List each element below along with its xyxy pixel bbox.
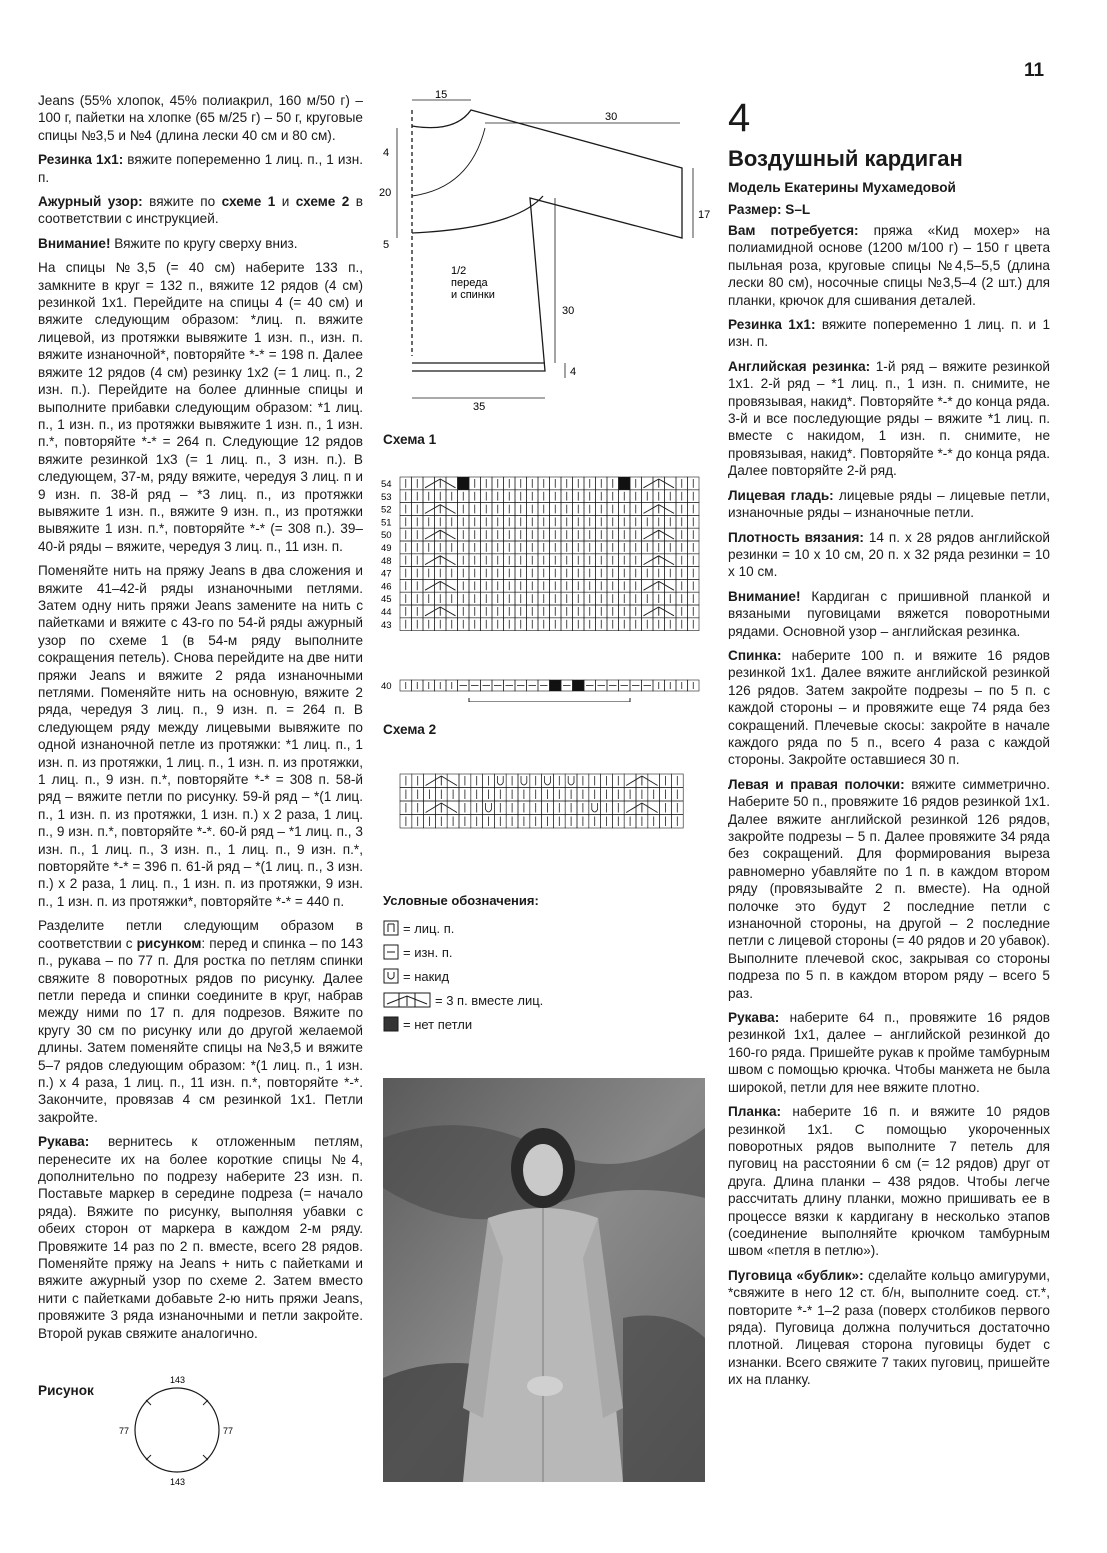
dim-label: 5: [383, 239, 390, 251]
k3tog-mark: [425, 479, 456, 488]
lace-text-b: и: [275, 194, 296, 210]
attention-text-right: Кардиган с пришивной планкой и вязаными пуговицами вяжется поворотными рядами. Основной узор – английская резинка.: [728, 588, 1050, 639]
dim-label: 4: [570, 366, 577, 378]
row-number-label: 48: [381, 555, 392, 567]
k3tog-mark: [426, 803, 457, 813]
purl-symbol-icon: [383, 944, 399, 960]
photo-illustration: [383, 1078, 705, 1482]
rib-stitch-text: вяжите попеременно 1 лиц. п., 1 изн. п.: [38, 152, 363, 185]
attention-heading-right: Внимание!: [728, 588, 801, 604]
tick-mark: [203, 1455, 208, 1460]
chart-cell: [573, 680, 585, 691]
legend-title: Условные обозначения:: [383, 893, 539, 908]
division-paragraph: [38, 917, 363, 1126]
lace-scheme1-ref: схеме 1: [221, 194, 276, 210]
left-column: [38, 92, 363, 1349]
chart-cell: [589, 801, 601, 815]
chart-cell: [458, 477, 470, 490]
band-text: наберите 16 п. и вяжите 10 рядов резинкой 1х1. С помощью укороченных поворотных рядов выполните 7 петель для пуговиц на расстоянии 6 см (= 12 рядов) друг от друга. Длина планки – 438 рядов. Чтобы легче рассчитать длину планки, можно пришивать ее в процессе вязки к кардигану в несколько этапов (соединение выполняйте крючком тамбурным швом «петля в петлю»).: [728, 1104, 1050, 1259]
band-heading: Планка:: [728, 1104, 782, 1120]
figure-label: Рисунок: [38, 1383, 94, 1398]
english-rib-heading: Английская резинка:: [728, 358, 871, 374]
attention-paragraph-right: [728, 588, 1050, 640]
attention-text: Вяжите по кругу сверху вниз.: [110, 235, 298, 251]
attention-paragraph: [38, 235, 363, 252]
raglan-line-2: [412, 128, 485, 196]
lace-pattern-heading: Ажурный узор:: [38, 194, 143, 210]
back-paragraph: [728, 647, 1050, 769]
dim-label: 30: [605, 111, 618, 123]
rib-heading: Резинка 1х1:: [728, 317, 816, 333]
materials-text: Jeans (55% хлопок, 45% полиакрил, 160 м/50 г) – 100 г, пайетки на хлопке (65 м/25 г) – 50 г, круговые спицы №3,5 и №4 (длина лески 40 см и 80 см).: [38, 93, 363, 143]
k3tog-mark: [644, 505, 675, 514]
schematic-label-line: и спинки: [451, 289, 495, 301]
rib-stitch-paragraph: [38, 151, 363, 186]
english-rib-paragraph: [728, 358, 1050, 480]
raglan-line: [412, 196, 543, 233]
back-heading: Спинка:: [728, 647, 782, 663]
pattern-number: 4: [728, 96, 751, 140]
yarnover-mark: [568, 776, 574, 785]
division-text-b: : перед и спинка – по 143 п., рукава – по 77 п. Для ростка по петлям спинки свяжите 8 поворотных рядов по рисунку. Далее петли переда и спинки соедините в круг, набрав между ними по 17 п. для подрезов. Вяжите по кругу 30 см по рисунку или до другой желаемой длины. Затем поменяйте спицы на №3,5 и вяжите 5–7 рядов следующим образом: *(1 лиц. п., 1 изн. п.) х 4 раза, 1 лиц. п., 11 изн. п.*, повторяйте *-*. Закончите, провязав 4 см резинкой 1х1. Петли закройте.: [38, 935, 363, 1125]
k3tog-mark: [426, 776, 457, 786]
row-number-label: 54: [381, 479, 392, 490]
fronts-text: вяжите симметрично. Наберите 50 п., провяжите 16 рядов резинкой 1х1. Далее вяжите английской резинкой 126 рядов, закройте подрезы – 5 п. Далее провяжите 34 ряда без сокращений. Для формирования выреза равномерно убавляйте по 1 п. в каждом втором ряду (провязывайте 2 п. вместе). На одной полочке это будут 2 последние петли с изнаночной стороны, на другой – 2 последние петли с лицевой стороны (= 40 рядов и 20 убавок). Выполните плечевой скос, закрывая со стороны подреза по 5 п. в каждом втором ряду – всего 5 раз.: [728, 776, 1050, 1001]
circle-outline: [135, 1388, 219, 1472]
k3tog-mark: [425, 581, 456, 590]
row-number-label: 47: [381, 568, 392, 580]
knitting-chart-2: [398, 772, 693, 834]
legend-text: = изн. п.: [403, 944, 453, 960]
legend-text: = нет петли: [403, 1016, 473, 1032]
sleeves-paragraph-right: [728, 1009, 1050, 1096]
row-number-label: 44: [381, 607, 392, 618]
chart-cell: [550, 680, 562, 691]
back-text: наберите 100 п. и вяжите 16 рядов резинкой 1х1. Далее вяжите английской резинкой 126 рядов. Затем закройте подрезы – по 5 п. с каждой стороны – и провяжите еще 74 ряда без сокращений. Плечевые скосы: закройте в начале каждого ряда по 5 п., всего 4 раза с каждой стороны. Закройте оставшиеся 30 п.: [728, 647, 1050, 768]
gauge-heading: Плотность вязания:: [728, 529, 864, 545]
lace-text-a: вяжите по: [142, 194, 222, 210]
dim-label: 4: [383, 147, 390, 159]
chart-cell: [483, 801, 495, 815]
legend-item-nostitch: [383, 1012, 683, 1036]
k3tog-mark: [644, 607, 675, 616]
k3tog-symbol-icon: [383, 992, 431, 1008]
dim-label: 20: [379, 187, 392, 199]
band-paragraph: [728, 1103, 1050, 1260]
sleeves-paragraph: [38, 1133, 363, 1342]
lace-scheme2-ref: схеме 2: [295, 194, 350, 210]
row-number-label: 50: [381, 530, 392, 542]
chart-cell: [494, 774, 506, 788]
legend-text: = лиц. п.: [403, 920, 455, 936]
k3tog-mark: [644, 530, 675, 539]
sleeves-heading: Рукава:: [38, 1134, 90, 1150]
materials-paragraph: [728, 222, 1050, 309]
row-number-label: 46: [381, 581, 392, 593]
fronts-paragraph: [728, 776, 1050, 1002]
dim-label: 35: [473, 401, 486, 413]
k3tog-mark: [425, 505, 456, 514]
fronts-heading: Левая и правая полочки:: [728, 776, 905, 792]
page-number: 11: [1024, 60, 1045, 81]
yoke-instructions: На спицы №3,5 (= 40 см) наберите 133 п., замкните в круг = 132 п., вяжите 12 рядов (4 см) резинкой 1х1. Перейдите на спицы 4 (= 40 см) и вяжите следующим образом: *лиц. п. вяжите лицевой, из протяжки вывяжите 1 изн. п., изн. п. вяжите изнаночной*, повторяйте *-* = 198 п. Далее вяжите 12 рядов (4 см) резинку 1х2 (= 1 лиц. п., 2 изн. п.). Перейдите на более длинные спицы и выполните прибавки следующим образом: *1 лиц. п., 1 изн. п., из протяжки вывяжите 1 изн. п., 1 изн. п.*, повторяйте *-* = 264 п. Следующие 12 рядов вяжите резинкой 1х3 (= 1 лиц. п., 3 изн. п.). В следующем, 37-м, ряду вяжите, чередуя 3 лиц. п и 9 изн. п. 38-й ряд – *3 лиц. п., из протяжки вывяжите 1 изн. п., вяжите 9 изн. п., из протяжки вывяжите 1 изн. п.*, повторяйте *-* (= 308 п.). 39–40-й ряды – вяжите, чередуя 3 лиц. п., 11 изн. п.: [38, 260, 363, 554]
chart-cell: [542, 774, 554, 788]
model-credit: Модель Екатерины Мухамедовой: [728, 180, 956, 195]
rib-text: вяжите попеременно 1 лиц. п. и 1 изн. п.: [728, 317, 1050, 350]
tick-mark: [146, 1455, 151, 1460]
yarnover-mark: [521, 776, 527, 785]
sleeves-text-right: наберите 64 п., провяжите 16 рядов резинкой 1х1, далее – английской резинкой до 160-го ряда. Пришейте рукав к пройме тамбурным швом с помощью крючка. Чтобы манжета не была широкой, петли для нее вяжите плотно.: [728, 1010, 1050, 1095]
yarnover-mark: [486, 803, 492, 812]
division-text-a: Разделите петли следующим образом в соответствии с: [38, 918, 363, 951]
pattern-title: Воздушный кардиган: [728, 146, 963, 171]
button-paragraph: [728, 1267, 1050, 1389]
yarnover-mark: [592, 803, 598, 812]
attention-heading: Внимание!: [38, 235, 111, 251]
schematic-label-line: переда: [451, 277, 488, 289]
row-number-label: 40: [381, 681, 392, 692]
chart1-title: Схема 1: [383, 432, 437, 447]
materials-heading: Вам потребуется:: [728, 223, 859, 238]
legend: [383, 893, 683, 1036]
circle-label-left: 77: [119, 1426, 130, 1436]
circle-label-bottom: 143: [170, 1477, 186, 1487]
repeat-bracket: [469, 698, 630, 702]
legend-text: = накид: [403, 968, 450, 984]
knitting-chart-1: [380, 472, 710, 702]
legend-item-knit: [383, 916, 683, 940]
stockinette-text: лицевые ряды – лицевые петли, изнаночные ряды – изнаночные петли.: [728, 487, 1050, 521]
circle-label-top: 143: [170, 1375, 186, 1385]
chart-cell: [619, 477, 631, 490]
rib-paragraph: [728, 316, 1050, 351]
k3tog-mark: [425, 530, 456, 539]
lace-text-c: в соответствии с инструкцией.: [38, 194, 364, 227]
no-stitch-symbol-icon: [383, 1016, 399, 1032]
row-number-label: 51: [381, 517, 392, 529]
tick-mark: [203, 1400, 208, 1405]
gauge-text: 14 п. х 28 рядов английской резинки = 10 х 10 см, 20 п. х 32 ряда резинки = 10 х 10 см.: [728, 529, 1050, 580]
lace-pattern-paragraph: [38, 193, 363, 228]
english-rib-text: 1-й ряд – вяжите резинкой 1х1. 2-й ряд – *1 лиц. п., 1 изн. п. снимите, не провязывая, накид*. Повторяйте *-* до конца ряда. 3-й и все последующие ряды – вяжите *1 лиц. п. вместе с накидом, 1 изн. п. снимите, не провязывая, накид*. Повторяйте *-* до конца ряда. Далее повторяйте 2-й ряд.: [728, 358, 1050, 479]
garment-schematic: [375, 88, 715, 418]
row-number-label: 53: [381, 491, 392, 503]
legend-item-purl: [383, 940, 683, 964]
legend-item-k3tog: [383, 988, 683, 1012]
gauge-paragraph: [728, 529, 1050, 581]
yarnover-mark: [545, 776, 551, 785]
dim-label: 17: [698, 209, 711, 221]
legend-text: = 3 п. вместе лиц.: [435, 992, 544, 1008]
row-number-label: 49: [381, 543, 392, 554]
k3tog-mark: [644, 556, 675, 565]
garment-outline: [412, 110, 682, 371]
stockinette-heading: Лицевая гладь:: [728, 487, 834, 503]
knit-symbol-icon: [383, 920, 399, 936]
k3tog-mark: [644, 581, 675, 590]
row-number-label: 43: [381, 619, 392, 631]
chart2-title: Схема 2: [383, 722, 437, 737]
sleeves-heading-right: Рукава:: [728, 1010, 780, 1026]
chart-cell: [518, 774, 530, 788]
k3tog-mark: [425, 607, 456, 616]
yarnover-mark: [497, 776, 503, 785]
dim-label: 30: [562, 305, 575, 317]
figure-ref: рисунком: [136, 935, 202, 951]
button-heading: Пуговица «бублик»:: [728, 1267, 864, 1283]
k3tog-mark: [644, 479, 675, 488]
size-info: Размер: S–L: [728, 202, 811, 217]
right-column: [728, 222, 1050, 1396]
schematic-label-line: 1/2: [451, 265, 467, 277]
row-number-label: 45: [381, 594, 392, 606]
lace-section-instructions: Поменяйте нить на пряжу Jeans в два сложения и вяжите 41–42-й ряды изнаночными петлями. Затем одну нить пряжи Jeans замените на нить с пайетками и вяжите с 43-го по 54-й ряды ажурный узор по схеме 1 (в 54-м ряду выполните сокращения петель). Снова перейдите на две нити пряжи Jeans и вяжите 2 ряда изнаночными петлями. Поменяйте нить на основную, вяжите 2 ряда, чередуя 3 лиц. п., 9 изн. п. = 264 п. В следующем ряду между лицевыми вывяжите по одной изнаночной петле из протяжки: *1 лиц. п., 1 изн. п. из протяжки, 1 лиц. п., 1 изн. п. из протяжки, 1 лиц. п., 9 изн. п.*, повторяйте *-* = 308 п. 58-й ряд – вяжите петли по рисунку. 59-й ряд – *(1 лиц. п., 1 изн. п. из протяжки, 1 изн. п.) х 2 раза, 1 лиц. п., 9 изн. п.*, повторяйте *-*. 60-й ряд – *1 лиц. п., 3 изн. п., 1 лиц. п., 3 изн. п., 1 лиц. п., 9 изн. п.*, повторяйте *-* = 396 п. 61-й ряд – *(1 лиц. п., 3 изн. п.) х 2 раза, 1 лиц. п., 1 изн. п. из протяжки, 9 изн. п., 1 изн. п. из протяжки*, повторяйте *-* = 440 п.: [38, 563, 363, 909]
yarnover-symbol-icon: [383, 968, 399, 984]
rib-stitch-heading: Резинка 1х1:: [38, 152, 124, 168]
circle-figure: [115, 1372, 250, 1490]
circle-label-right: 77: [223, 1426, 234, 1436]
k3tog-mark: [425, 556, 456, 565]
stockinette-paragraph: [728, 487, 1050, 522]
k3tog-mark: [626, 803, 657, 813]
row-number-label: 52: [381, 504, 392, 516]
model-photo: [383, 1078, 705, 1482]
sleeves-text: вернитесь к отложенным петлям, перенесите их на более короткие спицы №4, дополнительно по подрезу наберите 23 изн. п. Поставьте маркер в середине подреза (= начало ряда). Вяжите по рисунку, выполняя убавки с обеих сторон от маркера в каждом 2-м ряду. Провяжите 14 раз по 2 п. вместе, всего 28 рядов. Поменяйте пряжу на Jeans + нить с пайетками и вяжите ажурный узор по схеме 2. Затем вместо нити с пайетками добавьте 2-ю нить пряжи Jeans, провяжите 3 ряда изнаночными и петли закройте. Второй рукав свяжите аналогично.: [38, 1134, 363, 1341]
materials-text: пряжа «Кид мохер» на полиамидной основе (1200 м/100 г) – 150 г цвета пыльная роза, круговые спицы №4,5–5,5 (длина лески 80 см), носочные спицы №3,5–4 (2 шт.) для планки, крючок для сшивания деталей.: [728, 223, 1050, 308]
k3tog-mark: [626, 776, 657, 786]
legend-item-yarnover: [383, 964, 683, 988]
dim-label: 15: [435, 89, 448, 101]
tick-mark: [146, 1400, 151, 1405]
button-text: сделайте кольцо амигуруми, *свяжите в него 12 ст. б/н, выполните соед. ст.*, повторите *-* 1–2 раза (поверх столбиков первого ряда). Пуговица должна получиться достаточно плотной. Лицевая сторона пуговицы будет с изнанки. Всего свяжите 7 таких пуговиц, пришейте их на планку.: [728, 1267, 1051, 1388]
chart-cell: [565, 774, 577, 788]
